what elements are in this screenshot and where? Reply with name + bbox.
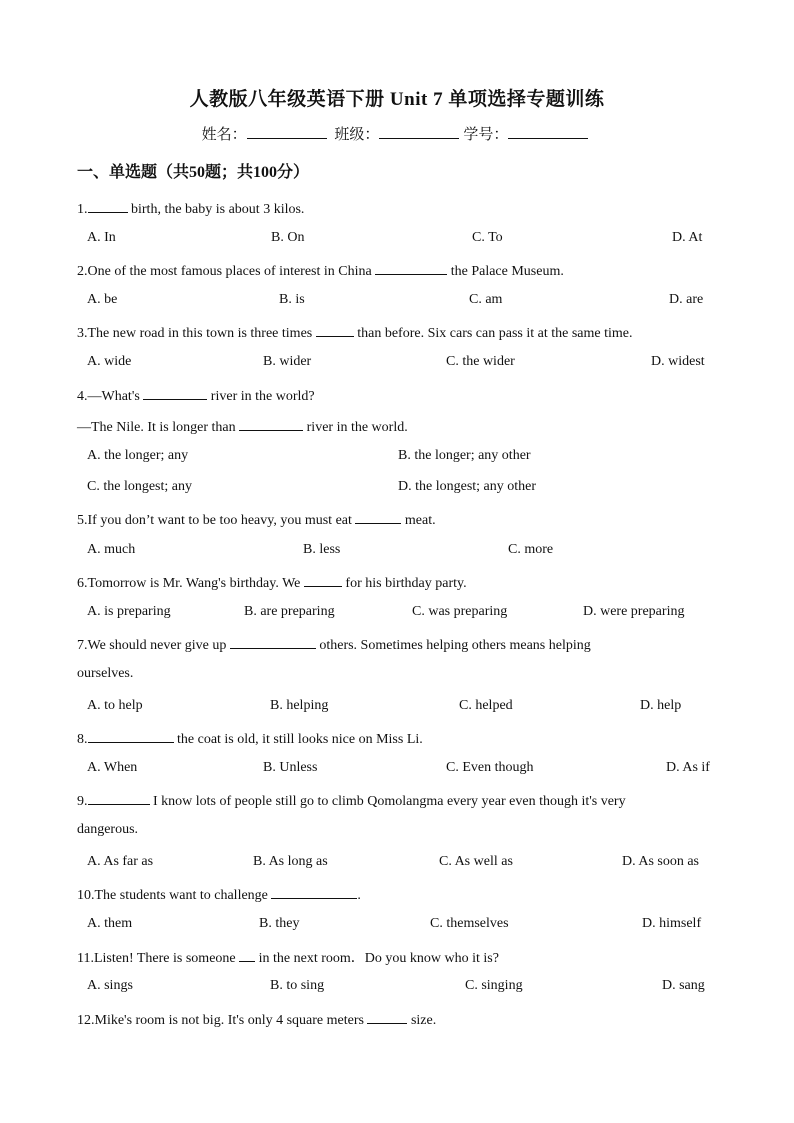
q7-option-b[interactable]: B. helping [270, 698, 329, 713]
name-blank [247, 124, 327, 139]
id-label: 学号： [463, 127, 509, 143]
q6-option-a[interactable]: A. is preparing [87, 604, 171, 619]
q5-option-b[interactable]: B. less [303, 542, 341, 557]
question-1-stem: 1. birth, the baby is about 3 kilos. [77, 199, 304, 218]
q1-option-d[interactable]: D. At [672, 230, 703, 245]
q10-option-c[interactable]: C. themselves [430, 916, 509, 931]
q4-option-b[interactable]: B. the longer; any other [398, 448, 531, 463]
section-heading: 一、单选题（共50题；共100分） [77, 164, 310, 181]
name-label: 姓名： [201, 127, 247, 143]
q8-option-b[interactable]: B. Unless [263, 760, 318, 775]
q9-option-d[interactable]: D. As soon as [622, 854, 700, 869]
q2-option-c[interactable]: C. am [469, 292, 503, 307]
q6-option-c[interactable]: C. was preparing [412, 604, 508, 619]
class-label: 班级： [334, 127, 380, 143]
question-9-stem-cont: dangerous. [77, 822, 139, 837]
question-5-stem: 5.If you don’t want to be too heavy, you must eat meat. [77, 510, 436, 529]
question-2-stem: 2.One of the most famous places of interest in China the Palace Museum. [77, 261, 564, 280]
q3-option-c[interactable]: C. the wider [446, 354, 515, 369]
q2-option-d[interactable]: D. are [669, 292, 704, 307]
q11-option-c[interactable]: C. singing [465, 978, 523, 993]
page-title: 人教版八年级英语下册 Unit 7 单项选择专题训练 [189, 89, 605, 110]
q1-option-c[interactable]: C. To [472, 230, 503, 245]
q10-option-a[interactable]: A. them [87, 916, 133, 931]
q3-option-d[interactable]: D. widest [651, 354, 705, 369]
q9-option-b[interactable]: B. As long as [253, 854, 328, 869]
question-7-stem: 7.We should never give up others. Sometimes helping others means helping [77, 635, 591, 654]
q8-option-d[interactable]: D. As if [666, 760, 710, 775]
q3-option-a[interactable]: A. wide [87, 354, 132, 369]
q6-option-b[interactable]: B. are preparing [244, 604, 335, 619]
question-10-stem: 10.The students want to challenge . [77, 885, 361, 904]
q7-option-a[interactable]: A. to help [87, 698, 143, 713]
student-info-line [0, 123, 794, 144]
question-7-stem-cont: ourselves. [77, 666, 134, 681]
q4-option-c[interactable]: C. the longest; any [87, 479, 192, 494]
q11-option-a[interactable]: A. sings [87, 978, 133, 993]
q6-option-d[interactable]: D. were preparing [583, 604, 685, 619]
q1-option-a[interactable]: A. In [87, 230, 116, 245]
question-6-stem: 6.Tomorrow is Mr. Wang's birthday. We for his birthday party. [77, 573, 467, 592]
q2-option-b[interactable]: B. is [279, 292, 305, 307]
q1-option-b[interactable]: B. On [271, 230, 305, 245]
q8-option-c[interactable]: C. Even though [446, 760, 534, 775]
q8-option-a[interactable]: A. When [87, 760, 138, 775]
question-8-stem: 8. the coat is old, it still looks nice on Miss Li. [77, 729, 423, 748]
q11-option-b[interactable]: B. to sing [270, 978, 325, 993]
q9-option-a[interactable]: A. As far as [87, 854, 154, 869]
question-3-stem: 3.The new road in this town is three times than before. Six cars can pass it at the same time. [77, 323, 632, 342]
q10-option-d[interactable]: D. himself [642, 916, 702, 931]
q4-option-a[interactable]: A. the longer; any [87, 448, 189, 463]
question-4-stem: 4.—What's river in the world? [77, 386, 315, 405]
question-9-stem: 9. I know lots of people still go to climb Qomolangma every year even though it's very [77, 791, 626, 810]
q11-option-d[interactable]: D. sang [662, 978, 705, 993]
q10-option-b[interactable]: B. they [259, 916, 300, 931]
id-blank [508, 124, 588, 139]
q9-option-c[interactable]: C. As well as [439, 854, 513, 869]
question-4-stem-line2: —The Nile. It is longer than river in the world. [77, 417, 408, 436]
q7-option-d[interactable]: D. help [640, 698, 682, 713]
q2-option-a[interactable]: A. be [87, 292, 118, 307]
question-11-stem: 11.Listen! There is someone in the next room．Do you know who it is? [77, 947, 499, 967]
q5-option-c[interactable]: C. more [508, 542, 554, 557]
class-blank [379, 124, 459, 139]
q4-option-d[interactable]: D. the longest; any other [398, 479, 537, 494]
q3-option-b[interactable]: B. wider [263, 354, 312, 369]
question-12-stem: 12.Mike's room is not big. It's only 4 square meters size. [77, 1010, 436, 1029]
q5-option-a[interactable]: A. much [87, 542, 136, 557]
q7-option-c[interactable]: C. helped [459, 698, 513, 713]
